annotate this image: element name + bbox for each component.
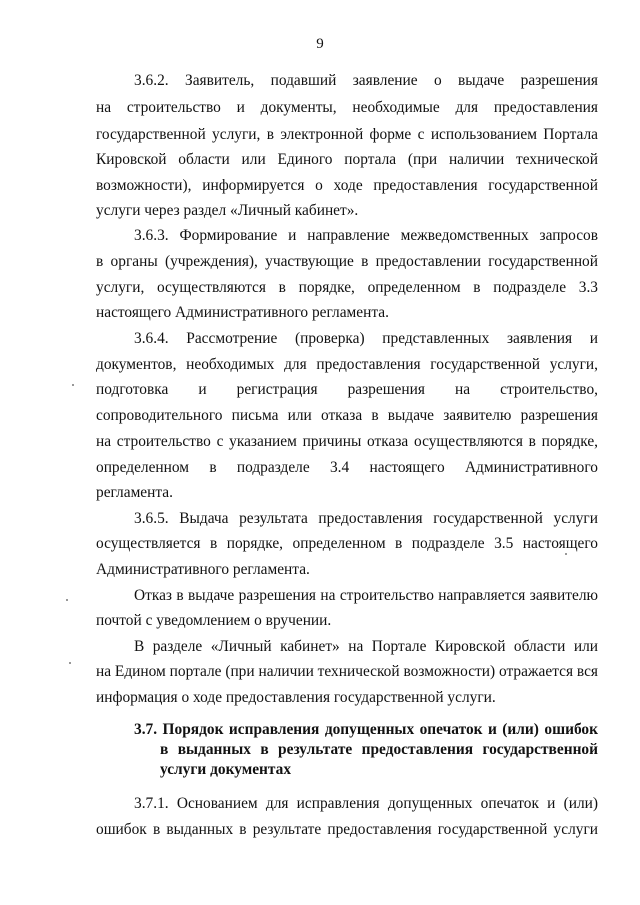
text-line: Кировской области или Единого портала (при наличии технической [96, 151, 598, 168]
text-line: на строительство и документы, необходимые для предоставления [96, 99, 598, 116]
text-line: 3.7.1. Основанием для исправления допущенных опечаток и (или) [134, 795, 598, 812]
text-line: Отказ в выдаче разрешения на строительство направляется заявителю [134, 587, 598, 604]
text-line: регламента. [96, 484, 173, 501]
text-line: сопроводительного письма или отказа в выдаче заявителю разрешения [96, 407, 598, 424]
text-line: государственной услуги, в электронной форме с использованием Портала [96, 126, 598, 143]
text-line: осуществляется в порядке, определенном в подразделе 3.5 настоящего [96, 535, 598, 552]
text-line: 3.6.3. Формирование и направление межведомственных запросов [134, 227, 598, 244]
section-heading-line: 3.7. Порядок исправления допущенных опечаток и (или) ошибок [134, 721, 598, 738]
text-line: на строительство с указанием причины отказа осуществляются в порядке, [96, 433, 598, 450]
section-heading-line: в выданных в результате предоставления государственной [160, 741, 598, 758]
text-line: документов, необходимых для предоставления государственной услуги, [96, 356, 598, 373]
text-line: подготовка и регистрация разрешения на строительство, [96, 381, 598, 398]
page-number: 9 [316, 36, 324, 52]
text-line: в органы (учреждения), участвующие в предоставлении государственной [96, 253, 598, 270]
scan-speck [72, 384, 74, 386]
text-line: почтой с уведомлением о вручении. [96, 612, 332, 629]
text-line: ошибок в выданных в результате предоставления государственной услуги [96, 821, 598, 838]
scan-speck [66, 599, 68, 601]
text-line: В разделе «Личный кабинет» на Портале Кировской области или [134, 638, 598, 655]
text-line: Административного регламента. [96, 561, 310, 578]
text-line: 3.6.5. Выдача результата предоставления государственной услуги [134, 510, 598, 527]
text-line: 3.6.4. Рассмотрение (проверка) представленных заявления и [134, 330, 598, 347]
scan-speck [69, 662, 71, 664]
text-line: на Едином портале (при наличии технической возможности) отражается вся [96, 663, 598, 680]
scan-speck [565, 553, 567, 555]
section-heading-line: услуги документах [160, 761, 292, 778]
text-line: возможности), информируется о ходе предоставления государственной [96, 177, 598, 194]
text-line: услуги через раздел «Личный кабинет». [96, 202, 359, 219]
text-line: услуги, осуществляются в порядке, определенном в подразделе 3.3 [96, 279, 598, 296]
text-line: информация о ходе предоставления государственной услуги. [96, 689, 496, 706]
text-line: настоящего Административного регламента. [96, 304, 389, 321]
text-line: 3.6.2. Заявитель, подавший заявление о выдаче разрешения [134, 72, 598, 89]
text-line: определенном в подразделе 3.4 настоящего Административного [96, 459, 598, 476]
